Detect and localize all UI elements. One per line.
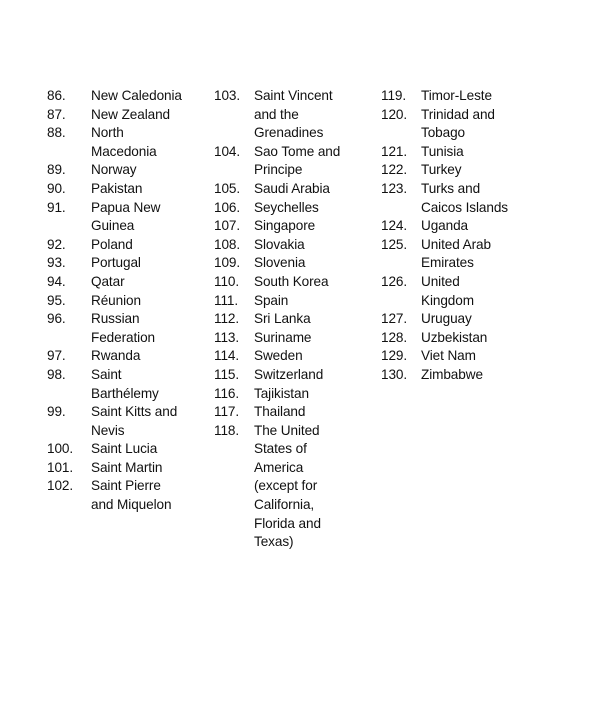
list-item [47, 310, 212, 347]
country-name: New Zealand [91, 106, 170, 122]
country-name: Uzbekistan [421, 329, 488, 345]
country-name: Saint Kitts and Nevis [91, 404, 178, 438]
list-item [381, 236, 551, 273]
country-name: Poland [91, 236, 133, 252]
list-item [381, 106, 551, 143]
list-item [381, 143, 551, 162]
country-name: South Korea [254, 273, 329, 289]
country-name: Sao Tome and Principe [254, 143, 341, 178]
list-item-number: 121. [381, 143, 408, 159]
country-name: Viet Nam [421, 348, 476, 364]
list-item [381, 217, 551, 236]
list-item [47, 236, 212, 255]
list-item [381, 180, 551, 217]
list-item [47, 366, 212, 403]
list-item-number: 86. [47, 88, 66, 103]
list-item [47, 477, 212, 514]
country-name: Sweden [254, 348, 303, 364]
list-item [381, 273, 551, 310]
country-name: Saint Lucia [91, 441, 158, 457]
list-item-number: 96. [47, 311, 66, 327]
country-name: Sri Lanka [254, 311, 311, 327]
list-item-number: 114. [214, 348, 240, 364]
country-name: Saint Barthélemy [91, 366, 159, 401]
country-name: Norway [91, 162, 137, 178]
list-item [47, 124, 212, 161]
list-item [214, 292, 379, 311]
country-name: Qatar [91, 273, 125, 289]
list-item-number: 107. [214, 218, 241, 234]
list-item-number: 98. [47, 366, 66, 382]
list-item [214, 180, 379, 199]
list-item [214, 385, 379, 404]
country-name: Saudi Arabia [254, 180, 330, 196]
list-item [381, 87, 551, 106]
list-item-number: 108. [214, 236, 241, 252]
country-name: Turkey [421, 162, 462, 178]
list-item [214, 347, 379, 366]
country-name: Saint Vincent and the Grenadines [254, 88, 333, 141]
list-item-number: 130. [381, 366, 408, 382]
list-item [47, 106, 212, 125]
list-item-number: 104. [214, 143, 241, 159]
list-item-number: 87. [47, 106, 66, 122]
country-list-column-2 [214, 87, 379, 552]
list-item [214, 254, 379, 273]
list-item-number: 100. [47, 441, 74, 457]
country-name: Uruguay [421, 311, 472, 327]
list-item-number: 99. [47, 404, 66, 420]
list-item [47, 403, 212, 440]
country-list-column-1 [47, 87, 212, 515]
list-item-number: 128. [381, 329, 408, 345]
list-item-number: 90. [47, 180, 66, 196]
list-item-number: 111. [214, 292, 239, 308]
country-name: Papua New Guinea [91, 199, 161, 234]
list-item [214, 273, 379, 292]
list-item-number: 106. [214, 199, 241, 215]
country-name: Réunion [91, 292, 141, 308]
country-name: Suriname [254, 329, 312, 345]
country-name: Uganda [421, 218, 469, 234]
list-item-number: 119. [381, 88, 407, 103]
list-item [214, 422, 379, 552]
list-item [47, 87, 212, 106]
country-name: New Caledonia [91, 88, 182, 103]
list-item-number: 110. [214, 273, 240, 289]
country-name: Saint Martin [91, 459, 163, 475]
list-item-number: 116. [214, 385, 240, 401]
list-item [47, 440, 212, 459]
list-item [214, 329, 379, 348]
list-item [214, 199, 379, 218]
list-item-number: 117. [214, 404, 240, 420]
list-item-number: 127. [381, 311, 408, 327]
country-name: United Kingdom [421, 273, 474, 308]
country-name: Saint Pierre and Miquelon [91, 478, 172, 513]
list-item [214, 87, 379, 143]
list-item [47, 292, 212, 311]
list-item-number: 94. [47, 273, 66, 289]
list-item-number: 120. [381, 106, 408, 122]
list-item [47, 199, 212, 236]
list-item-number: 129. [381, 348, 408, 364]
country-name: Seychelles [254, 199, 319, 215]
country-name: Spain [254, 292, 289, 308]
country-name: Turks and Caicos Islands [421, 180, 508, 215]
list-item-number: 123. [381, 180, 408, 196]
country-name: The United States of America (except for California, Florida and Texas) [254, 422, 321, 550]
list-item [214, 143, 379, 180]
list-item-number: 115. [214, 366, 240, 382]
country-name: Portugal [91, 255, 141, 271]
list-item [381, 347, 551, 366]
country-name: Singapore [254, 218, 316, 234]
list-item-number: 91. [47, 199, 66, 215]
list-item-number: 103. [214, 88, 241, 103]
country-name: Timor-Leste [421, 88, 492, 103]
country-name: Slovakia [254, 236, 305, 252]
list-item-number: 125. [381, 236, 408, 252]
list-item-number: 109. [214, 255, 241, 271]
country-name: Switzerland [254, 366, 324, 382]
list-item-number: 93. [47, 255, 66, 271]
list-item [47, 459, 212, 478]
country-name: Trinidad and Tobago [421, 106, 495, 141]
list-item [47, 180, 212, 199]
list-item-number: 95. [47, 292, 66, 308]
list-item [381, 310, 551, 329]
list-item-number: 113. [214, 329, 240, 345]
list-item [381, 329, 551, 348]
list-item-number: 89. [47, 162, 66, 178]
list-item-number: 102. [47, 478, 74, 494]
list-item [214, 310, 379, 329]
list-item [47, 347, 212, 366]
country-name: Rwanda [91, 348, 141, 364]
list-item [214, 217, 379, 236]
country-name: North Macedonia [91, 125, 157, 159]
country-name: Tunisia [421, 143, 464, 159]
country-name: Tajikistan [254, 385, 309, 401]
list-item-number: 105. [214, 180, 241, 196]
country-name: Pakistan [91, 180, 143, 196]
list-item [214, 236, 379, 255]
country-name: United Arab Emirates [421, 236, 491, 271]
list-item-number: 122. [381, 162, 408, 178]
list-item [47, 254, 212, 273]
list-item [214, 366, 379, 385]
country-name: Slovenia [254, 255, 306, 271]
list-item-number: 124. [381, 218, 408, 234]
list-item-number: 126. [381, 273, 408, 289]
country-name: Zimbabwe [421, 366, 483, 382]
list-item [47, 273, 212, 292]
list-item-number: 101. [47, 459, 74, 475]
list-item [381, 366, 551, 385]
list-item [47, 161, 212, 180]
list-item [214, 403, 379, 422]
list-item-number: 112. [214, 311, 240, 327]
list-item [381, 161, 551, 180]
list-item-number: 118. [214, 422, 240, 438]
country-name: Thailand [254, 404, 306, 420]
country-name: Russian Federation [91, 311, 155, 345]
list-item-number: 92. [47, 236, 66, 252]
list-item-number: 97. [47, 348, 66, 364]
list-item-number: 88. [47, 125, 66, 141]
country-list-column-3 [381, 87, 551, 385]
